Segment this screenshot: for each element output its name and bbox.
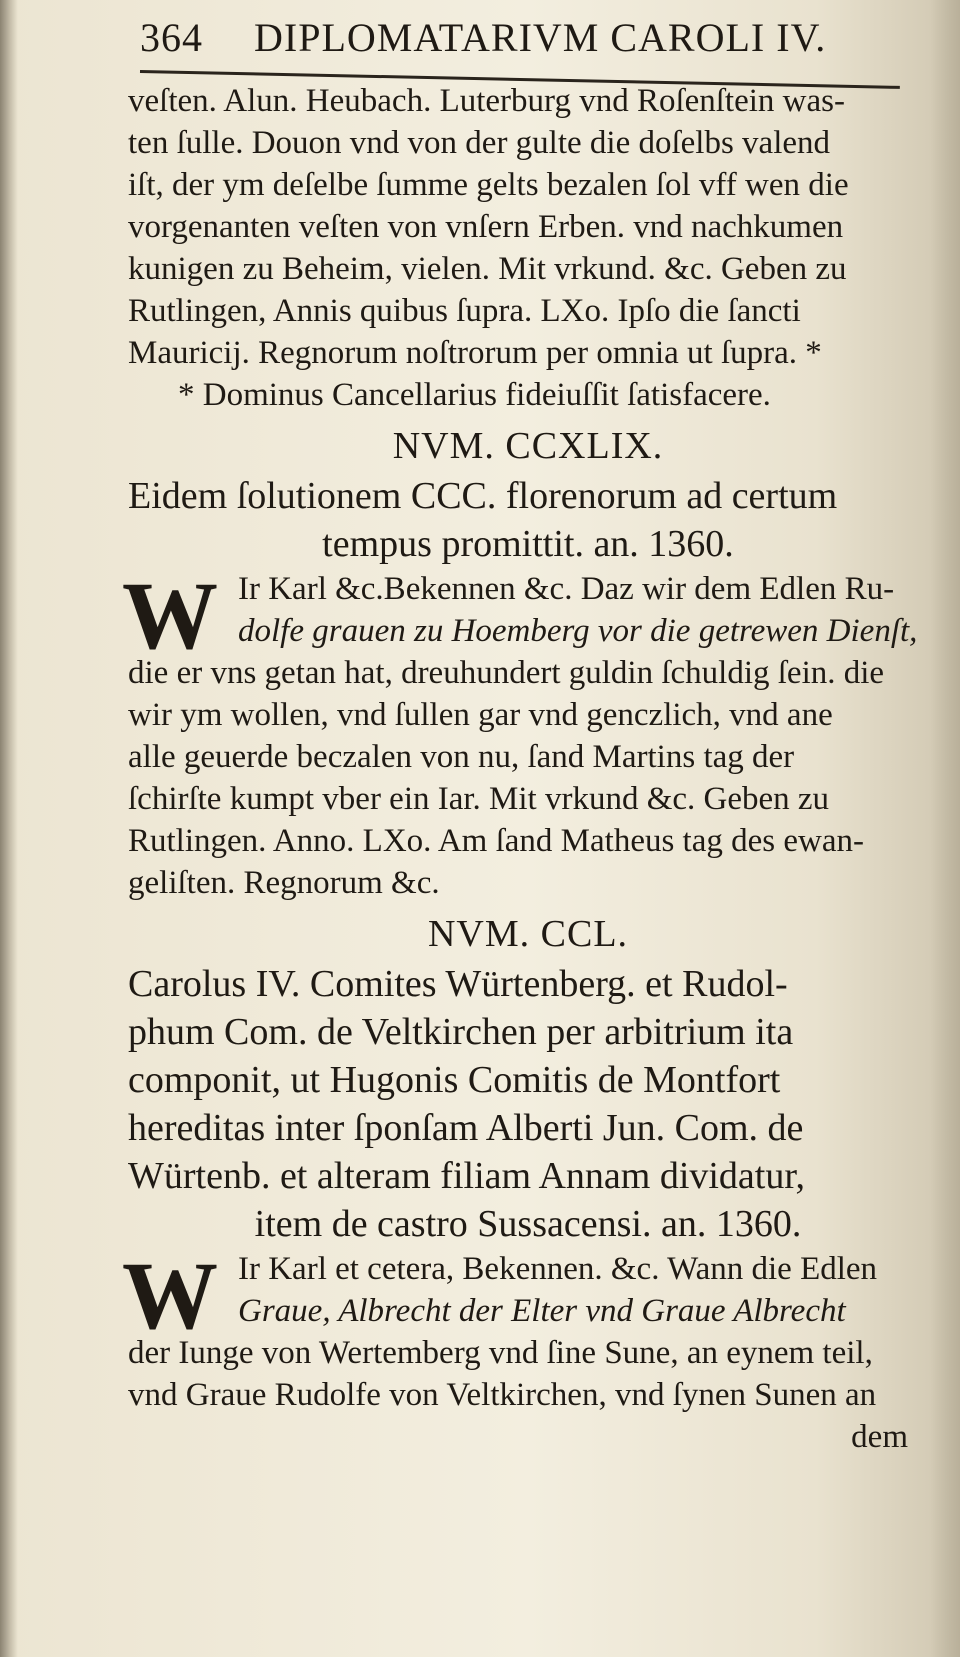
page-body — [122, 80, 928, 1458]
running-title: DIPLOMATARIVM CAROLI IV. — [254, 15, 827, 60]
document-text — [122, 562, 928, 904]
summary-line: Eidem ſolutionem CCC. florenorum ad certum — [128, 475, 838, 517]
text-line: kunigen zu Beheim, vielen. Mit vrkund. &c. Geben zu — [128, 251, 847, 287]
text-line: vnd Graue Rudolfe von Veltkirchen, vnd ſynen Sunen an — [128, 1377, 877, 1413]
document-250 — [122, 908, 928, 1458]
drop-cap-initial: W — [122, 562, 218, 669]
text-line: alle geuerde beczalen von nu, ſand Martins tag der — [128, 739, 795, 775]
catchword: dem — [851, 1419, 908, 1455]
summary-line: hereditas inter ſponſam Alberti Jun. Com. de — [128, 1107, 804, 1149]
text-line: Ir Karl &c.Bekennen &c. Daz wir dem Edlen Ru- — [238, 571, 895, 607]
text-line: Mauricij. Regnorum noſtrorum per omnia ut ſupra. * — [128, 335, 822, 371]
document-249 — [122, 420, 928, 904]
text-line: iſt, der ym deſelbe ſumme gelts bezalen ſol vff wen die — [128, 167, 849, 203]
text-line: ſchirſte kumpt vber ein Iar. Mit vrkund &c. Geben zu — [128, 781, 830, 817]
document-number: NVM. CCL. — [427, 913, 629, 955]
summary-line: componit, ut Hugonis Comitis de Montfort — [128, 1059, 781, 1101]
text-line: ten ſulle. Douon vnd von der gulte die doſelbs valend — [128, 125, 831, 161]
drop-cap-initial: W — [122, 1242, 218, 1349]
summary-line: Carolus IV. Comites Würtenberg. et Rudol- — [128, 963, 788, 1005]
page-spine-shadow — [0, 0, 18, 1657]
text-line: Rutlingen. Anno. LXo. Am ſand Matheus tag des ewan- — [128, 823, 864, 859]
summary-line: phum Com. de Veltkirchen per arbitrium ita — [128, 1011, 794, 1053]
summary-line: tempus promittit. an. 1360. — [322, 523, 734, 565]
summary-line: item de castro Sussacensi. an. 1360. — [254, 1203, 802, 1245]
summary-line: Würtenb. et alteram filiam Annam dividatur, — [128, 1155, 805, 1197]
text-line: Graue, Albrecht der Elter vnd Graue Albrecht — [238, 1293, 846, 1329]
text-line: die er vns getan hat, dreuhundert guldin ſchuldig ſein. die — [128, 655, 885, 691]
text-line: wir ym wollen, vnd ſullen gar vnd genczlich, vnd ane — [128, 697, 833, 733]
text-line: geliſten. Regnorum &c. — [128, 865, 440, 901]
text-line: vorgenanten veſten von vnſern Erben. vnd nachkumen — [128, 209, 844, 245]
page-edge-shadow — [930, 0, 960, 1657]
continued-text — [128, 80, 928, 374]
document-number: NVM. CCXLIX. — [392, 425, 664, 467]
text-line: der Iunge von Wertemberg vnd ſine Sune, an eynem teil, — [128, 1335, 873, 1371]
text-line: dolfe grauen zu Hoemberg vor die getrewen Dienſt, — [238, 613, 918, 649]
text-line: veſten. Alun. Heubach. Luterburg vnd Roſenſtein was- — [128, 83, 845, 119]
text-line: Rutlingen, Annis quibus ſupra. LXo. Ipſo die ſancti — [128, 293, 801, 329]
text-line: Ir Karl et cetera, Bekennen. &c. Wann die Edlen — [238, 1251, 878, 1287]
document-text — [122, 1242, 928, 1416]
page-number: 364 — [140, 15, 203, 60]
footnote: * Dominus Cancellarius fideiuſſit ſatisfacere. — [178, 377, 771, 413]
running-header — [140, 14, 900, 74]
